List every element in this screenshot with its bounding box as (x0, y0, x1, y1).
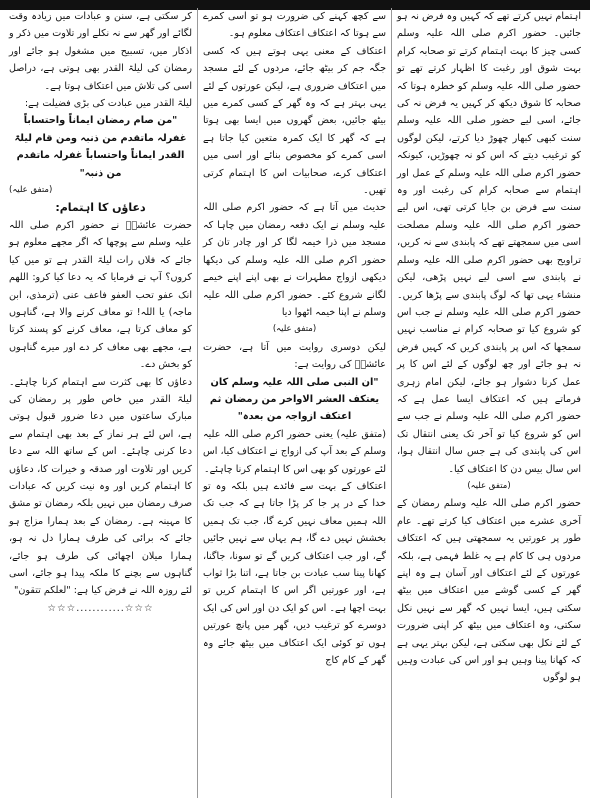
end-of-article-mark: ☆☆☆............☆☆☆ (47, 602, 154, 614)
article-columns (4, 8, 586, 798)
column-3 (4, 8, 198, 798)
column-2-para-4: لیکن دوسری روایت میں آتا ہے، حضرت عائشہؓ کی روایت ہے: (203, 341, 386, 371)
column-1-para-1: اہتمام نہیں کرتے تھے کہ کہیں وہ فرض نہ ہو جائیں۔ حضور اکرم صلی اللہ علیہ وسلم کسی چیز کا بہت اہتمام کرتے تو صحابہ کرام بہت شوق اور رغبت کا اظہار کرتے تھے تو حضور صلی اللہ علیہ وسلم کو خطرہ ہوتا کہ صحابہ کا شوق دیکھ کر کہیں یہ فرض نہ کی جائے، اسی لیے حضور صلی اللہ علیہ وسلم سنت کبھی کبھار چھوڑ دیا کرتے، لیکن لوگوں کو ترغیب دیتے کہ اس کو نہ چھوڑیں، کیونکہ حضور اکرم صلی اللہ علیہ وسلم کے عمل اور اہتمام سے صحابہ کرام کی رغبت اور وہ سنت سے فرض بن جایا کرتی تھی، اس لیے حضور اکرم صلی اللہ علیہ وسلم مصلحت اسی میں سمجھتے تھے کہ پابندی سے نہ کریں، تراویح بھی حضور اکرم صلی اللہ علیہ وسلم نے پابندی سے اسی لیے نہیں پڑھی، لیکن منشاء یہی تھا کہ لوگ پابندی سے پڑھا کریں۔ حضور اکرم صلی اللہ علیہ وسلم نے جب اس کو شروع کیا تو صحابہ کرام نے مناسب نہیں سمجھا کہ اس پر پابندی کریں کہ کہیں فرض نہ ہو جائے اور چھ لوگوں کے لئے اس کا پر عمل کرنا دشوار ہو جائے، لیکن امام زہری فرماتے ہیں کہ اعتکاف ایسا عمل ہے کہ حضور اکرم صلی اللہ علیہ وسلم نے جب سے اس کو شروع کیا تو آخر تک یعنی انتقال تک اس کی پابندی کی ہے جس سال انتقال ہوا، اس سال بیس دن کا اعتکاف کیا۔ (397, 11, 581, 475)
column-3-para-1: کر سکتی ہے، سنن و عبادات میں زیادہ وقت لگائے اور گھر سے نہ نکلے اور تلاوت میں ذکر و اذکار میں، تسبیح میں مشغول ہو جائے اور رمضان کی لیلۃ القدر بھی ہوتی ہے، دراصل اسی کی تلاش میں اعتکاف ہوتا ہے۔ (9, 11, 192, 92)
column-2-para-6: اعتکاف کے بہت سے فائدے ہیں بلکہ وہ تو خدا کے در پر جا کر پڑا جاتا ہے کہ جب تک اللہ ہمیں معاف نہیں کرے گا، جب تک ہمیں بخشش نہیں دے گا، ہم یہاں سے نہیں جائیں گے، اور جب اعتکاف کریں گے تو سونا، جاگنا، کھانا پینا سب عبادت بن جاتا ہے، اتنا بڑا ثواب ہے، اور عورتیں اگر اس کا اہتمام کریں تو بہت اچھا ہے۔ اس کو ایک دن اور اس کی ایک دوسرے کو ترغیب دیں، گھر میں پانچ عورتیں ہوں تو کوئی ایک اعتکاف میں بیٹھ جائے وہ گھر کے کام کاج (203, 480, 386, 667)
column-2-para-2: اعتکاف کے معنی یہی ہوتے ہیں کہ کسی جگہ جم کر بیٹھ جائے، مردوں کے لئے مسجد میں اعتکاف ضروری ہے، لیکن عورتوں کے لئے یہی بہتر ہے کہ وہ گھر کے کسی کمرے میں بیٹھ جائیں، بعض گھروں میں ایسا بھی ہوتا ہے کہ گھر کا ایک کمرہ متعین کیا جاتا ہے اسی کمرے کو مخصوص بنائے اور اسی میں اعتکاف کرے، صحابیات اس کا اہتمام کرتی تھیں۔ (203, 45, 386, 197)
column-2-hadith-arabic: "ان النبی صلی اللہ علیہ وسلم کان یعتکف العشر الاواخر من رمضان ثم اعتکف ازواجہ من بعدہ" (209, 376, 380, 423)
column-2-reference: (متفق علیہ) (272, 324, 317, 335)
column-2-para-5: (متفق علیہ) یعنی حضور اکرم صلی اللہ علیہ وسلم کے بعد آپ کی ازواج نے اعتکاف کیا، اس لئے عورتوں کو بھی اس کا اہتمام کرنا چاہئے۔ (203, 428, 386, 475)
column-2-para-1: سے کچھ کہنے کی ضرورت ہو تو اسی کمرے سے ہوتا کہ اعتکاف اعتکاف معلوم ہو۔ (203, 11, 386, 40)
column-3-para-3: حضرت عائشہؓ نے حضور اکرم صلی اللہ علیہ وسلم سے پوچھا کہ اگر مجھے معلوم ہو جائے کہ فلاں رات لیلۃ القدر ہے تو میں کیا کروں؟ آپ نے فرمایا کہ یہ دعا کیا کرو: اللھم انک عفو تحب العفو فاعف عنی (ترمذی، ابن ماجہ) یا اللہ! تو معاف کرنے والا ہے، گناہوں کو معاف کرتا ہے، معاف کرنے کو پسند کرتا ہے، مجھے بھی معاف کر دے اور میرے گناہوں کو بخش دے۔ (9, 219, 192, 371)
column-1-reference: (متفق علیہ) (467, 480, 511, 491)
column-3-para-4: دعاؤں کا بھی کثرت سے اہتمام کرنا چاہئے۔ لیلۃ القدر میں خاص طور پر رمضان کی مبارک ساعتوں میں دعا ضرور قبول ہوتی ہے، اس لئے ہر نماز کے بعد بھی اہتمام سے دعا کرنی چاہئے۔ اس کے ساتھ اللہ سے دعا کریں اور تلاوت اور صدقہ و خیرات کا، دعاؤں کا اہتمام کریں اور وہ نیت کریں کہ عبادات صرف رمضان میں نہیں بلکہ رمضان تو مشق کا مہینہ ہے۔ رمضان کے بعد ہمارا مزاج ہو جائے کہ برائی کی طرف ہمارا دل نہ ہو، ہمارا میلان اچھائی کی طرف ہو جائے، گناہوں سے بچنے کا ملکہ پیدا ہو جائے، اسی لئے روزہ اللہ نے فرض کیا ہے: "لعلکم تتقون" (9, 376, 192, 597)
column-2-para-3: حدیث میں آتا ہے کہ حضور اکرم صلی اللہ علیہ وسلم نے ایک دفعہ رمضان میں چاہا کہ مسجد میں ذرا خیمہ لگا کر اور چادر تان کر حضور اکرم صلی اللہ علیہ وسلم کی دیکھا دیکھی ازواج مطہرات نے بھی اپنے اپنے خیمے لگانے شروع کئے۔ حضور اکرم صلی اللہ علیہ وسلم نے اپنا خیمہ اٹھوا دیا (203, 202, 386, 318)
column-1-para-2: حضور اکرم صلی اللہ علیہ وسلم رمضان کے آخری عشرے میں اعتکاف کیا کرتے تھے۔ عام طور پر عورتیں یہ سمجھتی ہیں کہ اعتکاف مردوں ہی کا کام ہے یہ غلط فہمی ہے، بلکہ عورتوں کے لئے اعتکاف اور آسان ہے وہ اپنے گھر کے کسی گوشے میں اعتکاف میں بیٹھ سکتی ہیں، ایسا نہیں کہ گھر سے نہیں نکل سکتی، وہ اعتکاف میں بیٹھ کر اپنی ضرورت کے لئے نکل بھی سکتی ہے، لیکن بہتر یہی ہے کہ کھانا پینا وہیں ہو اور اس کی عبادت وہیں ہو لوگوں (397, 498, 581, 684)
column-3-para-2: لیلۃ القدر میں عبادت کی بڑی فضیلت ہے: (24, 98, 192, 110)
column-3-reference: (متفق علیہ) (9, 185, 53, 196)
column-2 (198, 8, 392, 798)
column-1 (392, 8, 586, 798)
section-heading-duas: دعاؤں کا اہتمام: (55, 201, 146, 215)
column-3-hadith-arabic: "من صام رمضان ایماناً واحتساباً غفرلہ ماتقدم من ذنبہ ومن قام لیلۃ القدر ایماناً واحتساباً غفرلہ ماتقدم من ذنبہ" (14, 115, 187, 179)
